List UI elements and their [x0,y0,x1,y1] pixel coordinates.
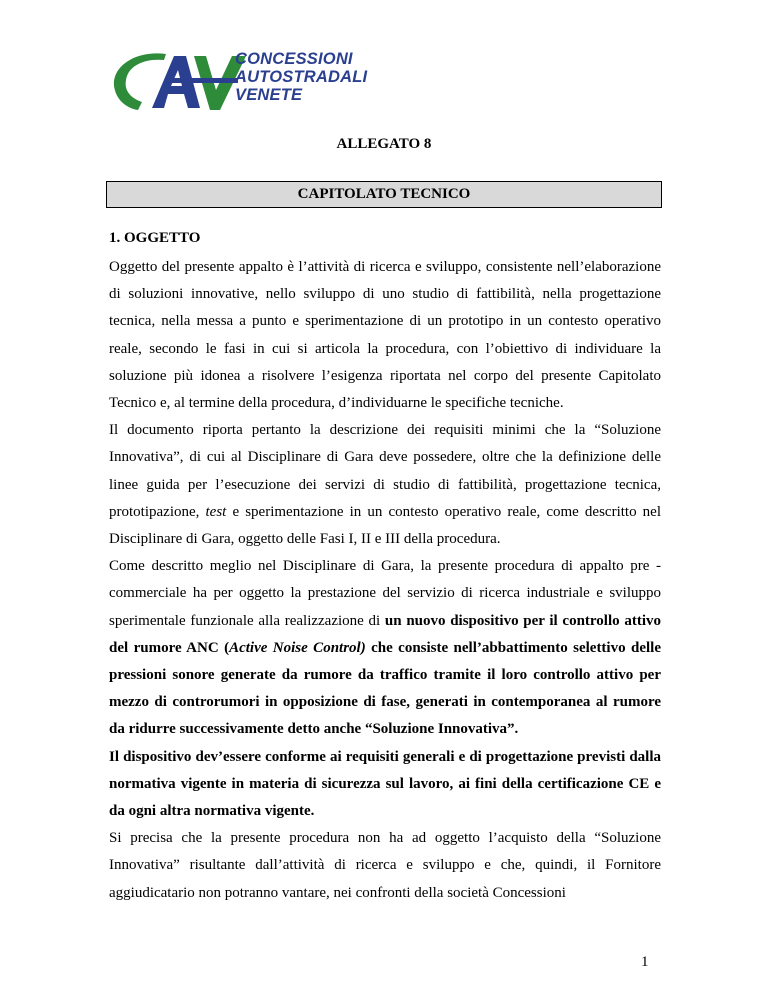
logo-wordmark [235,50,367,104]
paragraph-2-italic: test [205,503,227,520]
document-body [109,254,661,907]
paragraph-3-text: Come descritto meglio nel Disciplinare di Gara, la presente procedura di appalto pre - commerciale ha per oggetto la prestazione del servizio di ricerca industriale e sviluppo sperimentale funzionale alla realizzazione di [109,558,661,629]
paragraph-2 [109,417,661,553]
logo-line-1: CONCESSIONI [235,50,353,68]
logo-line-3: VENETE [235,86,303,104]
logo-blue-bar [168,78,238,83]
paragraph-2-text-b: e sperimentazione in un contesto operativo reale, come descritto nel Disciplinare di Gara, oggetto delle Fasi I, II e III della procedura. [109,503,662,548]
section-heading: 1. OGGETTO [109,230,201,246]
paragraph-3 [109,553,661,743]
page-number: 1 [641,954,649,970]
paragraph-5: Si precisa che la presente procedura non ha ad oggetto l’acquisto della “Soluzione Innovativa” risultante dall’attività di ricerca e sviluppo e che, quindi, il Fornitore aggiudicatario non potranno vantare, nei confronti della società Concessioni [109,830,661,901]
document-title: CAPITOLATO TECNICO [106,181,662,208]
logo-line-2: AUTOSTRADALI [235,68,368,86]
paragraph-1: Oggetto del presente appalto è l’attività di ricerca e sviluppo, consistente nell’elaborazione di soluzioni innovative, nello sviluppo di uno studio di fattibilità, nella progettazione tecnica, nella messa a punto e sperimentazione di un prototipo in un contesto operativo reale, secondo le fasi in cui si articola la procedura, con l’obiettivo di individuare la soluzione più idonea a risolvere l’esigenza riportata nel corpo del presente Capitolato Tecnico e, al termine della procedura, d’individuarne le specifiche tecniche. [109,259,661,412]
paragraph-4: Il dispositivo dev’essere conforme ai requisiti generali e di progettazione previsti dalla normativa vigente in materia di sicurezza sul lavoro, ai fini della certificazione CE e da ogni altra normativa vigente. [109,748,661,820]
paragraph-2-text-a: Il documento riporta pertanto la descrizione dei requisiti minimi che la “Soluzione Innovativa”, di cui al Disciplinare di Gara deve possedere, oltre che la definizione delle linee guida per l’esecuzione dei servizi di studio di fattibilità, progettazione tecnica, prototipazione, [109,422,661,520]
paragraph-3-bold-italic: Active Noise Control) [229,639,366,656]
paragraph-3-bold-b: che consiste nell’abbattimento selettivo delle pressioni sonore generate da rumore da traffico tramite il loro controllo attivo per mezzo di controrumori in opposizione di fase, generati in contemporanea al rumore da ridurre successivamente detto anche “Soluzione Innovativa”. [109,639,661,738]
annex-label: ALLEGATO 8 [336,136,432,152]
paragraph-3-bold-a: un nuovo dispositivo per il controllo attivo del rumore ANC ( [109,612,662,656]
